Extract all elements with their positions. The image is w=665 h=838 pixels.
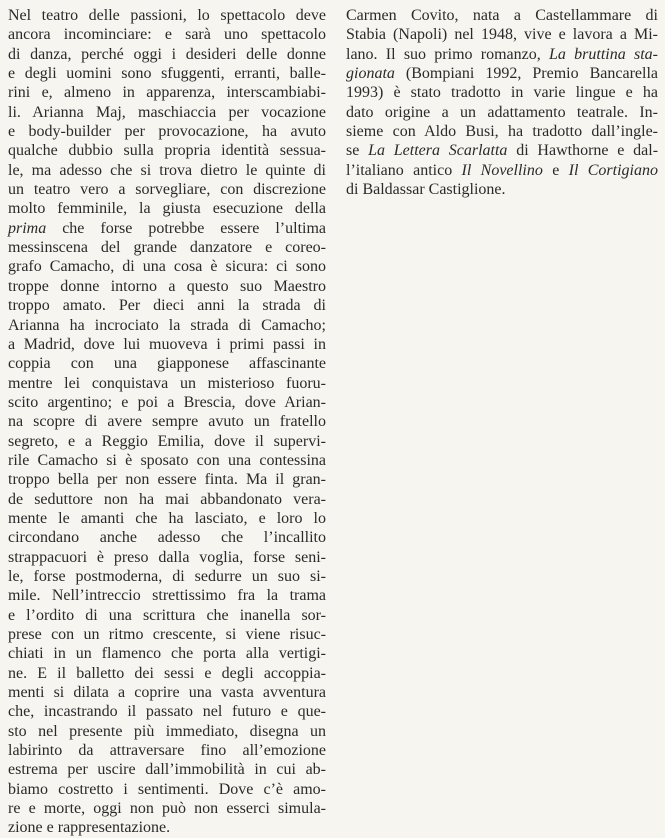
text-segment: e bbox=[542, 161, 569, 179]
author-bio-line: di Baldassar Castiglione. bbox=[346, 181, 506, 199]
synopsis-line: chiati in un flamenco che porta alla vertigi- bbox=[8, 645, 326, 663]
author-bio-line bbox=[346, 64, 658, 83]
italic-title: Il Cortigiano bbox=[568, 161, 658, 179]
text-segment: di Hawthorne e dal- bbox=[507, 142, 659, 160]
synopsis-line: de seduttore non ha mai abbandonato vera- bbox=[8, 490, 326, 508]
text-segment: l’italiano antico bbox=[346, 161, 462, 179]
synopsis-line: le, forse postmoderna, di sedurre un suo si- bbox=[8, 567, 326, 585]
synopsis-line: re e morte, oggi non può non esserci simula- bbox=[8, 800, 326, 818]
text-segment: (Bompiani 1992, Premio Bancarella bbox=[394, 65, 658, 83]
synopsis-line: ne. E il balletto dei sessi e degli accoppia- bbox=[8, 664, 326, 682]
synopsis-line: segreto, e a Reggio Emilia, dove il supervi- bbox=[8, 432, 326, 450]
synopsis-line: e body-builder per provocazione, ha avuto bbox=[8, 123, 326, 141]
synopsis-line: mile. Nell’intreccio strettissimo fra la trama bbox=[8, 587, 326, 605]
synopsis-line: che, incastrando il passato nel futuro e que- bbox=[8, 703, 326, 721]
synopsis-column bbox=[8, 6, 326, 838]
italic-title: gionata bbox=[346, 65, 395, 83]
author-bio-line bbox=[346, 141, 658, 160]
synopsis-line: mentre lei conquistava un misterioso fuoru- bbox=[8, 374, 326, 392]
synopsis-line: prese con un ritmo crescente, si viene risuc- bbox=[8, 626, 326, 643]
italic-title: La Lettera Scarlatta bbox=[368, 142, 508, 160]
synopsis-line: coppia con una giapponese affascinante bbox=[8, 355, 326, 373]
synopsis-line: qualche dubbio sulla propria identità sessua- bbox=[8, 142, 326, 160]
synopsis-line: estrema per uscire dall’immobilità in cui ab- bbox=[8, 761, 326, 779]
synopsis-line: strappacuori è preso dalla voglia, forse seni- bbox=[8, 548, 326, 566]
synopsis-line: un teatro vero a sorvegliare, con discrezione bbox=[8, 181, 326, 199]
text-segment: se bbox=[346, 142, 369, 160]
author-bio-line: 1993) è stato tradotto in varie lingue e ha bbox=[346, 84, 658, 102]
synopsis-line: troppe donne intorno a questo suo Maestro bbox=[8, 277, 326, 295]
synopsis-line: biamo costretto i sentimenti. Dove c’è amo- bbox=[8, 780, 326, 798]
synopsis-line: e degli uomini sono sfuggenti, erranti, balle- bbox=[8, 65, 326, 83]
synopsis-line: grafo Camacho, di una cosa è sicura: ci sono bbox=[8, 258, 326, 276]
italic-title: Il Novellino bbox=[461, 161, 543, 179]
synopsis-line bbox=[8, 219, 326, 238]
synopsis-line: messinscena del grande danzatore e coreo- bbox=[8, 239, 326, 257]
synopsis-line: mente le amanti che ha lasciato, e loro lo bbox=[8, 509, 326, 527]
author-bio-line: Carmen Covito, nata a Castellammare di bbox=[346, 7, 658, 24]
author-bio-line: sieme con Aldo Busi, ha tradotto dall’ingle- bbox=[346, 123, 658, 141]
synopsis-line: e l’ordito di una scrittura che inanella sor- bbox=[8, 606, 326, 624]
author-bio-line bbox=[346, 161, 658, 180]
text-segment: lano. Il suo primo romanzo, bbox=[346, 45, 550, 63]
italic-title: prima bbox=[8, 219, 47, 237]
synopsis-line: menti si dilata a coprire una vasta avventura bbox=[8, 684, 326, 702]
synopsis-line: Arianna ha incrociato la strada di Camacho; bbox=[8, 316, 326, 334]
synopsis-line: na scopre di avere sempre avuto un fratello bbox=[8, 413, 326, 431]
italic-title: La bruttina sta- bbox=[549, 45, 658, 63]
synopsis-line: a Madrid, dove lui muoveva i primi passi in bbox=[8, 335, 326, 353]
synopsis-line: ancora incominciare: e sarà uno spettacolo bbox=[8, 26, 326, 44]
synopsis-line: troppo amato. Per dieci anni la strada di bbox=[8, 297, 326, 315]
synopsis-line: le, ma adesso che si trova dietro le quinte di bbox=[8, 161, 326, 179]
synopsis-line: labirinto da attraversare fino all’emozione bbox=[8, 742, 326, 760]
synopsis-line: molto femminile, la giusta esecuzione della bbox=[8, 200, 326, 218]
synopsis-line: troppo bella per non essere finta. Ma il gran- bbox=[8, 471, 326, 489]
synopsis-line: li. Arianna Maj, maschiaccia per vocazione bbox=[8, 103, 326, 121]
author-bio-line: Stabia (Napoli) nel 1948, vive e lavora a Mi- bbox=[346, 26, 658, 44]
synopsis-line: Nel teatro delle passioni, lo spettacolo deve bbox=[8, 7, 326, 24]
synopsis-line: circondano anche adesso che l’incallito bbox=[8, 529, 326, 547]
synopsis-line: rini e, almeno in apparenza, interscambiabi- bbox=[8, 84, 326, 102]
synopsis-line: di danza, perché oggi i desideri delle donne bbox=[8, 45, 326, 63]
text-segment: che forse potrebbe essere l’ultima bbox=[46, 219, 326, 237]
synopsis-line: rile Camacho si è sposato con una contessina bbox=[8, 451, 326, 469]
author-bio-column bbox=[346, 6, 658, 199]
synopsis-line: scito argentino; e poi a Brescia, dove Arian- bbox=[8, 393, 326, 411]
author-bio-line: dato origine a un adattamento teatrale. In- bbox=[346, 103, 658, 121]
author-bio-line bbox=[346, 45, 658, 64]
synopsis-line: zione e rappresentazione. bbox=[8, 819, 171, 837]
synopsis-line: sto nel presente più immediato, disegna un bbox=[8, 722, 326, 740]
